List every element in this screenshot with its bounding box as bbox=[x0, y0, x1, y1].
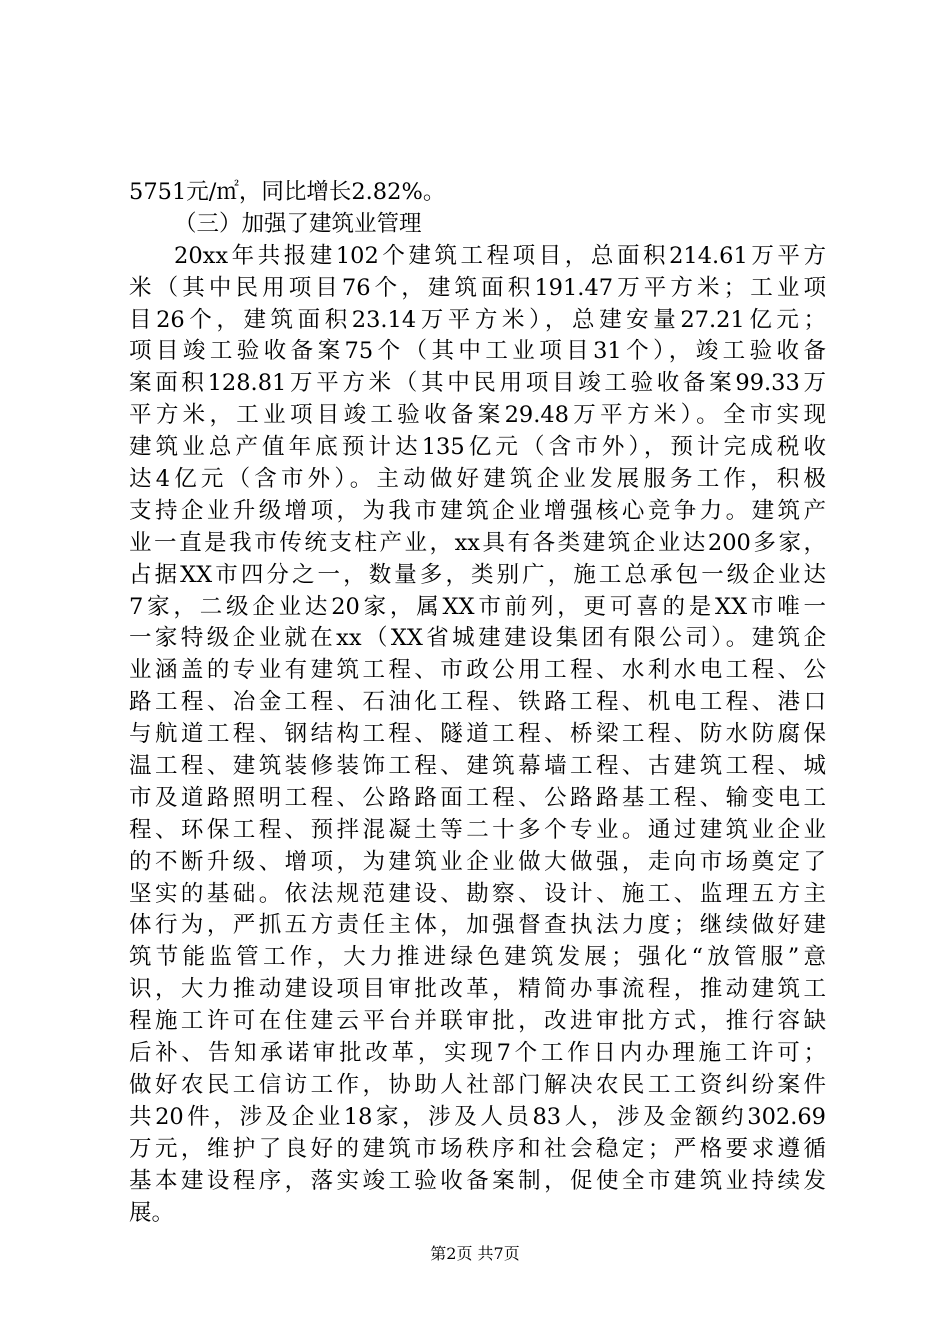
text-line: 支持企业升级增项，为我市建筑企业增强核心竞争力。建筑产 bbox=[129, 497, 826, 524]
text-line: 案面积128.81万平方米（其中民用项目竣工验收备案99.33万 bbox=[129, 370, 826, 397]
text-line: 筑节能监管工作，大力推进绿色建筑发展；强化“放管服”意 bbox=[129, 944, 826, 971]
text-line: 建筑业总产值年底预计达135亿元（含市外），预计完成税收 bbox=[129, 434, 826, 461]
text-line: 做好农民工信访工作，协助人社部门解决农民工工资纠纷案件 bbox=[129, 1071, 826, 1098]
text-line: 温工程、建筑装修装饰工程、建筑幕墙工程、古建筑工程、城 bbox=[129, 753, 826, 780]
text-line: 目26个，建筑面积23.14万平方米），总建安量27.21亿元； bbox=[129, 306, 826, 333]
text-line: 的不断升级、增项，为建筑业企业做大做强，走向市场奠定了 bbox=[129, 848, 826, 875]
text-line: 展。 bbox=[129, 1199, 175, 1226]
text-line: 达4亿元（含市外）。主动做好建筑企业发展服务工作，积极 bbox=[129, 466, 826, 493]
text-line: 占据XX市四分之一，数量多，类别广，施工总承包一级企业达 bbox=[129, 561, 826, 588]
text-line: 7家，二级企业达20家，属XX市前列，更可喜的是XX市唯一 bbox=[129, 593, 826, 620]
text-line: 20xx年共报建102个建筑工程项目，总面积214.61万平方 bbox=[174, 242, 826, 269]
text-line: 业一直是我市传统支柱产业，xx具有各类建筑企业达200多家， bbox=[129, 529, 826, 556]
text-line: 与航道工程、钢结构工程、隧道工程、桥梁工程、防水防腐保 bbox=[129, 721, 826, 748]
text-line: 市及道路照明工程、公路路面工程、公路路基工程、输变电工 bbox=[129, 784, 826, 811]
text-line: 基本建设程序，落实竣工验收备案制，促使全市建筑业持续发 bbox=[129, 1167, 826, 1194]
document-body bbox=[129, 177, 826, 1229]
text-line: （三）加强了建筑业管理 bbox=[174, 210, 422, 237]
text-line: 路工程、冶金工程、石油化工程、铁路工程、机电工程、港口 bbox=[129, 689, 826, 716]
text-line: 项目竣工验收备案75个（其中工业项目31个），竣工验收备 bbox=[129, 338, 826, 365]
text-line: 体行为，严抓五方责任主体，加强督查执法力度；继续做好建 bbox=[129, 912, 826, 939]
text-line: 米（其中民用项目76个，建筑面积191.47万平方米；工业项 bbox=[129, 274, 826, 301]
text-line: 程施工许可在住建云平台并联审批，改进审批方式，推行容缺 bbox=[129, 1008, 826, 1035]
page-number: 第2页 共7页 bbox=[430, 1244, 520, 1263]
text-line: 识，大力推动建设项目审批改革，精简办事流程，推动建筑工 bbox=[129, 976, 826, 1003]
text-line: 平方米，工业项目竣工验收备案29.48万平方米）。全市实现 bbox=[129, 402, 826, 429]
text-line: 坚实的基础。依法规范建设、勘察、设计、施工、监理五方主 bbox=[129, 880, 826, 907]
text-line: 业涵盖的专业有建筑工程、市政公用工程、水利水电工程、公 bbox=[129, 657, 826, 684]
page-footer bbox=[0, 1244, 950, 1264]
text-line: 一家特级企业就在xx（XX省城建建设集团有限公司）。建筑企 bbox=[129, 625, 826, 652]
text-line: 5751元/㎡，同比增长2.82%。 bbox=[129, 179, 446, 205]
text-line: 程、环保工程、预拌混凝土等二十多个专业。通过建筑业企业 bbox=[129, 816, 826, 843]
text-line: 后补、告知承诺审批改革，实现7个工作日内办理施工许可； bbox=[129, 1040, 826, 1067]
text-line: 共20件，涉及企业18家，涉及人员83人，涉及金额约302.69 bbox=[129, 1103, 826, 1130]
text-line: 万元，维护了良好的建筑市场秩序和社会稳定；严格要求遵循 bbox=[129, 1135, 826, 1162]
